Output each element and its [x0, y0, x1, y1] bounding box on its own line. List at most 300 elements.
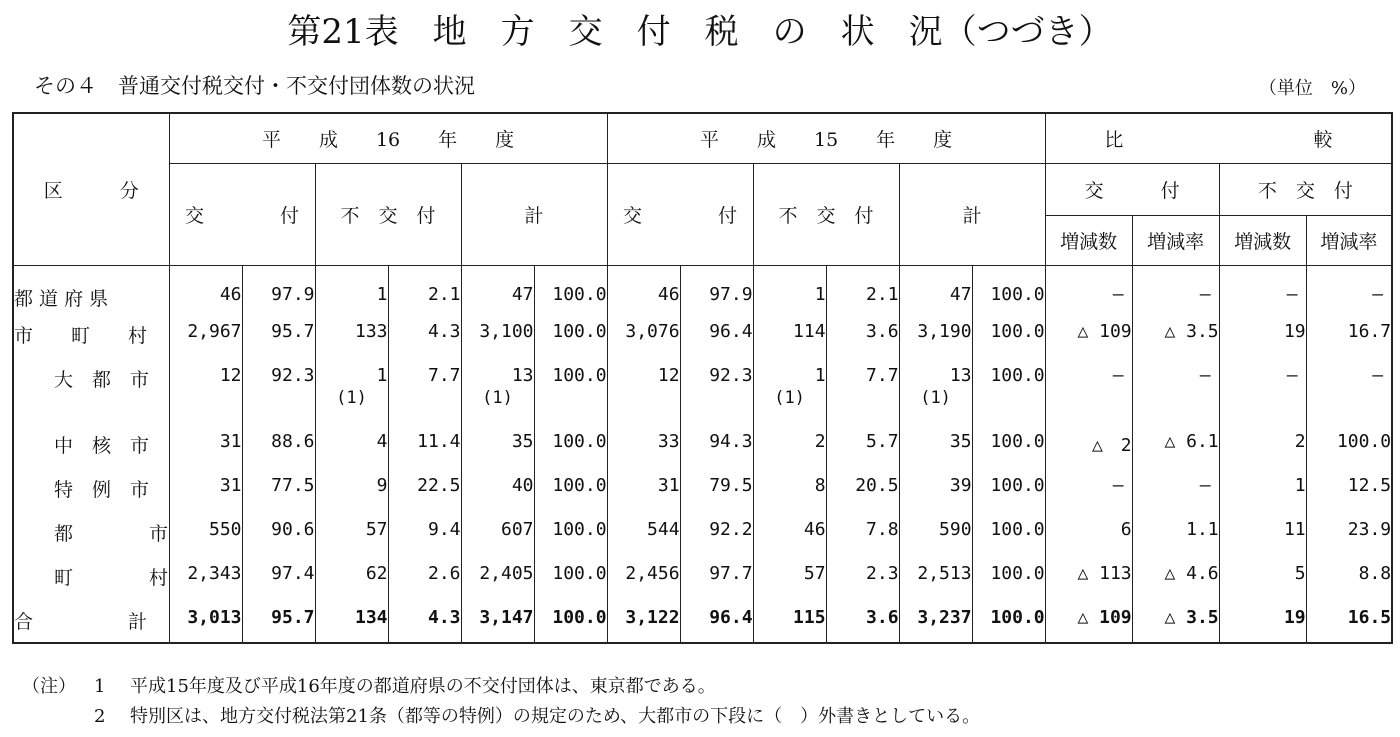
cell-value: 133: [354, 320, 388, 342]
table-body: [13, 265, 1392, 643]
header-h15: 平 成 15 年 度: [607, 113, 1045, 163]
table-cell: [680, 553, 753, 597]
table-row: [13, 465, 1392, 509]
table-cell: [461, 597, 534, 643]
table-cell: [1132, 355, 1219, 421]
cell-value: 97.4: [271, 562, 315, 584]
table-cell: [169, 355, 242, 421]
cell-value: 6: [1120, 518, 1132, 540]
cell-value: 31: [219, 430, 242, 452]
cell-value: 97.7: [709, 562, 753, 584]
table-cell: [169, 265, 242, 311]
cell-value: 46: [803, 518, 826, 540]
table-cell: [534, 465, 607, 509]
table-cell: [899, 553, 972, 597]
table-cell: [388, 311, 461, 355]
cell-value: 11: [1283, 518, 1306, 540]
cell-value: 40: [511, 474, 534, 496]
cell-value: 134: [354, 606, 388, 628]
cell-value: 2.3: [866, 562, 899, 584]
cell-value: 2.1: [866, 283, 899, 305]
cell-value: 57: [365, 518, 388, 540]
table-cell: [1132, 311, 1219, 355]
cell-value: ―: [1286, 364, 1298, 386]
row-label: 大 都 市: [13, 355, 169, 421]
cell-value: 2,456: [625, 562, 680, 584]
cell-value: 4: [376, 430, 388, 452]
cell-value: 3,076: [625, 320, 680, 342]
cell-value: △ 2: [1091, 434, 1132, 456]
header-15-kei: 計: [899, 163, 1045, 265]
cell-value: 1: [814, 364, 826, 386]
header-cmp-fukofu-zougen-su: 増減数: [1219, 215, 1306, 265]
cell-value: 16.5: [1347, 606, 1392, 628]
table-cell: [1219, 465, 1306, 509]
table-cell: [607, 465, 680, 509]
header-cmp-kofu-zougen-su: 増減数: [1045, 215, 1132, 265]
table-cell: [169, 311, 242, 355]
cell-value: 96.4: [709, 320, 753, 342]
header-cmp-fukofu-zougen-ritsu: 増減率: [1306, 215, 1392, 265]
table-cell: [899, 421, 972, 465]
cell-value: 3.6: [866, 606, 899, 628]
cell-value: 79.5: [709, 474, 753, 496]
table-cell: [242, 311, 315, 355]
cell-value: ―: [1112, 283, 1124, 305]
cell-value: 544: [647, 518, 680, 540]
table-cell: [461, 355, 534, 421]
table-cell: [1306, 553, 1392, 597]
cell-value: 114: [793, 320, 826, 342]
table-cell: [534, 597, 607, 643]
table-cell: [680, 265, 753, 311]
table-cell: [899, 597, 972, 643]
cell-value: 2,967: [187, 320, 242, 342]
table-cell: [680, 355, 753, 421]
table-cell: [1045, 465, 1132, 509]
cell-value: 100.0: [552, 606, 607, 628]
cell-value: 2: [814, 430, 826, 452]
table-cell: [1219, 509, 1306, 553]
cell-value: 88.6: [271, 430, 315, 452]
table-cell: [899, 465, 972, 509]
cell-value: ―: [1199, 474, 1211, 496]
table-cell: [169, 421, 242, 465]
cell-value: 1: [376, 283, 388, 305]
table-cell: [242, 597, 315, 643]
table-cell: [1045, 509, 1132, 553]
table-cell: [1132, 597, 1219, 643]
table-cell: [169, 509, 242, 553]
cell-value: 20.5: [855, 474, 899, 496]
notes: [22, 672, 980, 732]
table-cell: [242, 553, 315, 597]
table-cell: [1306, 509, 1392, 553]
row-label: 中 核 市: [13, 421, 169, 465]
cell-value: 95.7: [271, 606, 315, 628]
table-cell: [753, 311, 826, 355]
table-cell: [315, 465, 388, 509]
table-cell: [534, 421, 607, 465]
cell-value: ―: [1286, 283, 1298, 305]
table-row: [13, 509, 1392, 553]
table-cell: [972, 355, 1045, 421]
table-cell: [1045, 355, 1132, 421]
cell-value: 2: [1294, 430, 1306, 452]
cell-value: 31: [219, 474, 242, 496]
row-label: 市 町 村: [13, 311, 169, 355]
cell-value: 3.6: [866, 320, 899, 342]
table-cell: [534, 311, 607, 355]
cell-value: ―: [1372, 283, 1384, 305]
table-cell: [972, 509, 1045, 553]
header-cmp-fukofu: 不 交 付: [1219, 163, 1392, 215]
cell-value: 12: [219, 364, 242, 386]
table-cell: [899, 509, 972, 553]
table-cell: [753, 265, 826, 311]
note-number: 2: [94, 706, 106, 727]
table-cell: [1306, 597, 1392, 643]
cell-value: 46: [657, 283, 680, 305]
table-cell: [753, 553, 826, 597]
table-cell: [607, 355, 680, 421]
cell-sub-value: (1): [920, 387, 951, 408]
table-cell: [680, 421, 753, 465]
cell-value: ―: [1199, 364, 1211, 386]
note-text: 特別区は、地方交付税法第21条（都等の特例）の規定のため、大都市の下段に（ ）外書きとしている。: [130, 706, 981, 727]
table-cell: [899, 265, 972, 311]
cell-value: ―: [1372, 364, 1384, 386]
page-title: 第21表 地 方 交 付 税 の 状 況（つづき）: [287, 12, 1113, 52]
cell-value: 2.6: [427, 562, 461, 584]
cell-value: 1: [814, 283, 826, 305]
cell-value: 550: [208, 518, 242, 540]
cell-value: 39: [949, 474, 972, 496]
table-cell: [388, 597, 461, 643]
cell-value: 7.7: [427, 364, 461, 386]
table-cell: [315, 421, 388, 465]
table-cell: [388, 355, 461, 421]
table-cell: [1045, 553, 1132, 597]
table-cell: [1306, 311, 1392, 355]
table-cell: [607, 597, 680, 643]
cell-value: 607: [500, 518, 534, 540]
table-cell: [1306, 465, 1392, 509]
table-cell: [534, 553, 607, 597]
table-cell: [607, 553, 680, 597]
table-cell: [242, 465, 315, 509]
table-header: [13, 113, 1392, 265]
cell-value: 590: [939, 518, 972, 540]
table-row: [13, 553, 1392, 597]
table-cell: [169, 465, 242, 509]
cell-value: 47: [511, 283, 534, 305]
table-cell: [242, 265, 315, 311]
note-tag: （注）: [22, 676, 76, 697]
cell-value: 92.2: [709, 518, 753, 540]
table-cell: [680, 597, 753, 643]
table-cell: [680, 311, 753, 355]
table-cell: [1219, 355, 1306, 421]
table-cell: [1306, 421, 1392, 465]
table-cell: [1132, 553, 1219, 597]
table-cell: [607, 311, 680, 355]
cell-value: 100.0: [990, 518, 1045, 540]
table-cell: [1306, 265, 1392, 311]
cell-value: 5: [1294, 562, 1306, 584]
cell-value: 62: [365, 562, 388, 584]
table-cell: [826, 597, 899, 643]
cell-value: 9: [376, 474, 388, 496]
cell-value: 100.0: [990, 606, 1045, 628]
table-cell: [972, 265, 1045, 311]
table-cell: [1219, 421, 1306, 465]
cell-value: 100.0: [552, 430, 607, 452]
table-cell: [972, 597, 1045, 643]
cell-value: △ 113: [1077, 562, 1132, 584]
table-cell: [1045, 597, 1132, 643]
cell-value: 4.3: [427, 320, 461, 342]
cell-value: 1: [376, 364, 388, 386]
cell-value: 23.9: [1347, 518, 1392, 540]
table-cell: [753, 465, 826, 509]
cell-value: 7.8: [866, 518, 899, 540]
table-cell: [1045, 311, 1132, 355]
cell-value: 2,343: [187, 562, 242, 584]
table-cell: [315, 355, 388, 421]
header-kubun: 区 分: [13, 113, 169, 265]
table-cell: [972, 311, 1045, 355]
cell-value: 57: [803, 562, 826, 584]
table-cell: [826, 509, 899, 553]
cell-value: ―: [1112, 364, 1124, 386]
table-cell: [826, 311, 899, 355]
header-16-fukofu: 不 交 付: [315, 163, 461, 265]
cell-value: ―: [1199, 283, 1211, 305]
table-cell: [972, 465, 1045, 509]
cell-value: 100.0: [990, 320, 1045, 342]
cell-value: 12.5: [1347, 474, 1392, 496]
table-row: [13, 265, 1392, 311]
table-cell: [1045, 265, 1132, 311]
cell-value: 16.7: [1347, 320, 1392, 342]
table-cell: [607, 509, 680, 553]
cell-value: 11.4: [417, 430, 461, 452]
cell-value: 4.3: [427, 606, 461, 628]
cell-value: 92.3: [709, 364, 753, 386]
row-label: 特 例 市: [13, 465, 169, 509]
table-cell: [753, 421, 826, 465]
table-cell: [826, 265, 899, 311]
table-cell: [534, 509, 607, 553]
cell-value: 35: [511, 430, 534, 452]
cell-value: △ 109: [1077, 320, 1132, 342]
table-cell: [534, 355, 607, 421]
table-cell: [315, 265, 388, 311]
cell-value: 35: [949, 430, 972, 452]
cell-sub-value: (1): [774, 387, 805, 408]
table-cell: [607, 265, 680, 311]
cell-value: 115: [793, 606, 826, 628]
header-hikaku: 比 較: [1045, 113, 1392, 163]
cell-value: 100.0: [1336, 430, 1392, 452]
row-label: 都 道 府 県: [13, 265, 169, 311]
cell-value: 3,013: [187, 606, 242, 628]
table-cell: [680, 509, 753, 553]
cell-value: 13: [511, 364, 534, 386]
table-cell: [242, 421, 315, 465]
note-text: 平成15年度及び平成16年度の都道府県の不交付団体は、東京都である。: [130, 676, 716, 697]
table-cell: [972, 553, 1045, 597]
cell-value: 1: [1294, 474, 1306, 496]
header-cmp-kofu: 交 付: [1045, 163, 1219, 215]
data-table: [12, 112, 1393, 644]
table-cell: [242, 355, 315, 421]
cell-value: 100.0: [990, 283, 1045, 305]
table-cell: [826, 421, 899, 465]
unit-label: （単位 %）: [1258, 78, 1366, 99]
table-cell: [388, 553, 461, 597]
header-15-fukofu: 不 交 付: [753, 163, 899, 265]
table-cell: [753, 597, 826, 643]
table-cell: [1219, 553, 1306, 597]
cell-value: 77.5: [271, 474, 315, 496]
header-16-kofu: 交 付: [169, 163, 315, 265]
table-cell: [1219, 311, 1306, 355]
cell-value: 3,122: [625, 606, 680, 628]
table-row: [13, 421, 1392, 465]
table-cell: [1045, 421, 1132, 465]
table-cell: [826, 465, 899, 509]
table-row: [13, 311, 1392, 355]
cell-value: 12: [657, 364, 680, 386]
table-cell: [388, 421, 461, 465]
cell-value: 2.1: [427, 283, 461, 305]
cell-value: 46: [219, 283, 242, 305]
table-cell: [315, 597, 388, 643]
cell-sub-value: (1): [336, 387, 367, 408]
cell-value: 33: [657, 430, 680, 452]
cell-value: 2,405: [479, 562, 534, 584]
note-number: 1: [94, 676, 106, 697]
table-cell: [826, 355, 899, 421]
cell-value: △ 3.5: [1164, 606, 1219, 628]
cell-value: 100.0: [990, 562, 1045, 584]
cell-value: 100.0: [552, 474, 607, 496]
cell-value: 96.4: [709, 606, 753, 628]
cell-value: 47: [949, 283, 972, 305]
table-cell: [315, 553, 388, 597]
cell-value: 94.3: [709, 430, 753, 452]
cell-value: 19: [1283, 320, 1306, 342]
table-cell: [315, 311, 388, 355]
cell-value: △ 109: [1077, 606, 1132, 628]
cell-value: 19: [1283, 606, 1306, 628]
table-cell: [1306, 355, 1392, 421]
note-item-2: [22, 702, 980, 732]
table-cell: [607, 421, 680, 465]
table-cell: [899, 311, 972, 355]
cell-value: 97.9: [271, 283, 315, 305]
cell-value: 2,513: [917, 562, 972, 584]
cell-value: 100.0: [552, 364, 607, 386]
row-label: 都 市: [13, 509, 169, 553]
table-cell: [461, 465, 534, 509]
cell-value: 31: [657, 474, 680, 496]
table-cell: [534, 265, 607, 311]
table-cell: [753, 509, 826, 553]
table-cell: [461, 265, 534, 311]
note-item-1: [22, 672, 980, 702]
table-cell: [388, 509, 461, 553]
table-cell: [315, 509, 388, 553]
table-cell: [388, 465, 461, 509]
cell-value: 97.9: [709, 283, 753, 305]
cell-value: △ 4.6: [1164, 562, 1219, 584]
table-cell: [388, 265, 461, 311]
header-15-kofu: 交 付: [607, 163, 753, 265]
table-cell: [1132, 509, 1219, 553]
table-cell: [899, 355, 972, 421]
table-cell: [169, 553, 242, 597]
cell-value: △ 6.1: [1164, 430, 1219, 452]
table-cell: [1132, 265, 1219, 311]
table-cell: [972, 421, 1045, 465]
cell-value: 8.8: [1358, 562, 1392, 584]
table-cell: [461, 311, 534, 355]
table-cell: [1219, 597, 1306, 643]
table-cell: [461, 509, 534, 553]
cell-value: 100.0: [552, 283, 607, 305]
header-16-kei: 計: [461, 163, 607, 265]
table-cell: [1219, 265, 1306, 311]
row-label: 町 村: [13, 553, 169, 597]
cell-value: △ 3.5: [1164, 320, 1219, 342]
cell-value: 3,190: [917, 320, 972, 342]
cell-value: 3,100: [479, 320, 534, 342]
header-cmp-kofu-zougen-ritsu: 増減率: [1132, 215, 1219, 265]
table-cell: [680, 465, 753, 509]
cell-value: 8: [814, 474, 826, 496]
cell-value: 9.4: [427, 518, 461, 540]
table-cell: [826, 553, 899, 597]
cell-value: 95.7: [271, 320, 315, 342]
cell-value: 5.7: [866, 430, 899, 452]
cell-value: 13: [949, 364, 972, 386]
table-subtitle: その４ 普通交付税交付・不交付団体数の状況: [34, 74, 475, 98]
table-cell: [242, 509, 315, 553]
cell-value: ―: [1112, 474, 1124, 496]
row-label: 合 計: [13, 597, 169, 643]
cell-value: 1.1: [1186, 518, 1219, 540]
table-cell: [1132, 421, 1219, 465]
table-cell: [1132, 465, 1219, 509]
cell-value: 100.0: [990, 364, 1045, 386]
cell-value: 22.5: [417, 474, 461, 496]
cell-value: 3,237: [917, 606, 972, 628]
table-cell: [461, 421, 534, 465]
cell-value: 100.0: [990, 430, 1045, 452]
cell-value: 100.0: [552, 320, 607, 342]
cell-value: 100.0: [990, 474, 1045, 496]
header-h16: 平 成 16 年 度: [169, 113, 607, 163]
table-cell: [169, 597, 242, 643]
cell-value: 100.0: [552, 518, 607, 540]
cell-value: 3,147: [479, 606, 534, 628]
cell-value: 90.6: [271, 518, 315, 540]
cell-value: 92.3: [271, 364, 315, 386]
table-cell: [461, 553, 534, 597]
